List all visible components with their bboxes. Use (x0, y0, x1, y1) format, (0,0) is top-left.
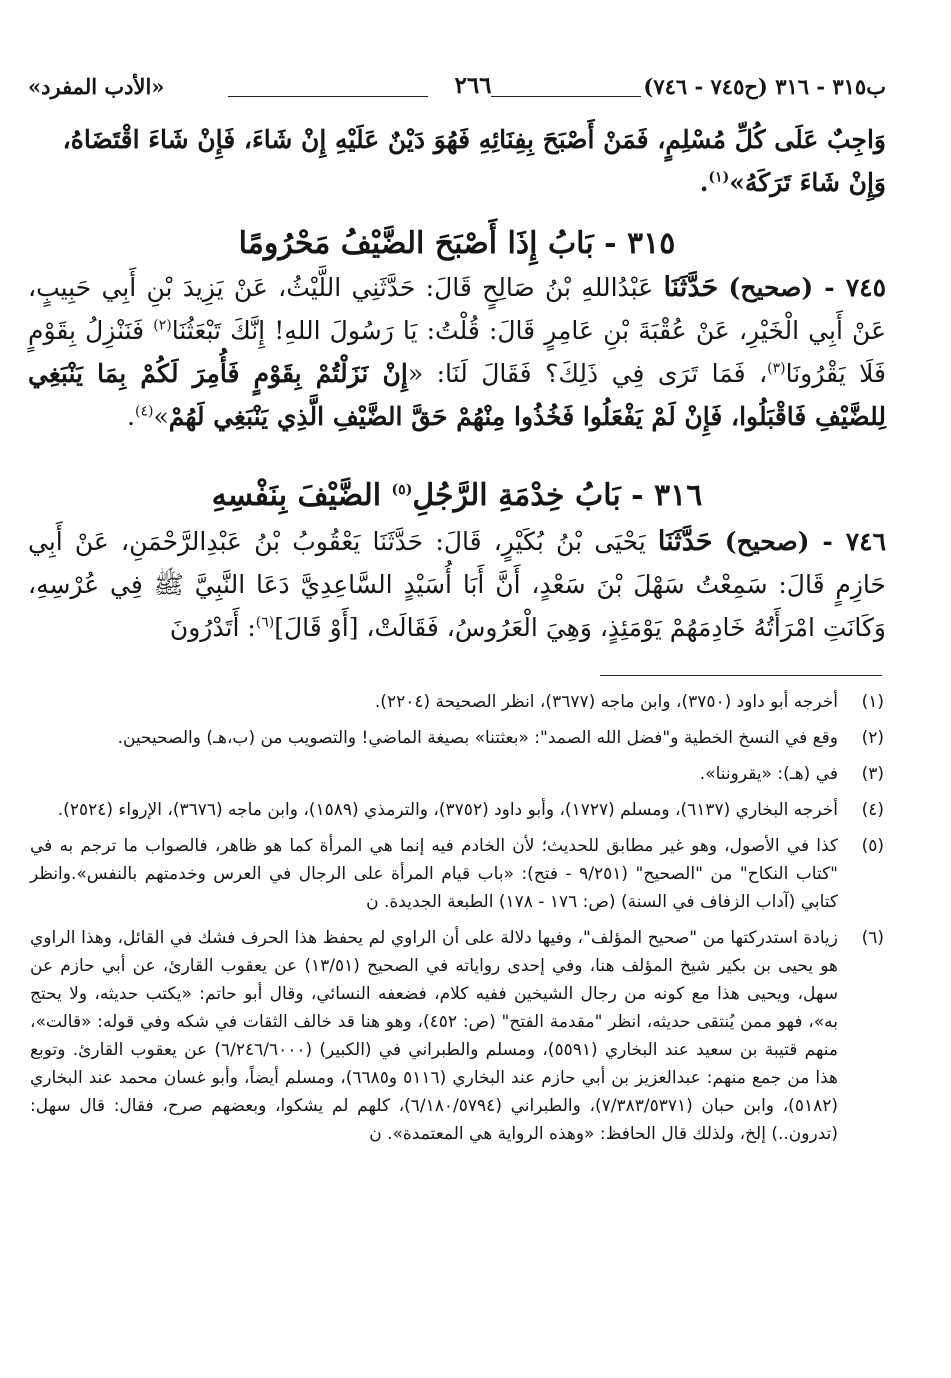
footnote-number: (٣) (861, 764, 884, 784)
section-heading-316 (28, 474, 886, 518)
footnote-number: (٤) (861, 800, 884, 820)
footnote-number: (٦) (861, 928, 884, 948)
hadith-745: ٧٤٥ - (صحيح) حَدَّثَنَا عَبْدُاللهِ بْنُ صَالِحٍ قَالَ: حَدَّثَنِي اللَّيْثُ، عَنْ يَزِيدَ بْنِ أَبِي حَبِيبٍ، عَنْ أَبِي الْخَيْرِ، عَنْ عُقْبَةَ بْنِ عَامِرٍ قَالَ: قُلْتُ: يَا رَسُولَ اللهِ! إِنَّكَ تَبْعَثُنَا$^{(٢)}$ فَنَنْزِلُ بِقَوْمٍ فَلَا يَقْرُونَا$^{(٣)}$، فَمَا تَرَى فِي ذَلِكَ؟ فَقَالَ لَنَا: «إِنْ نَزَلْتُمْ بِقَوْمٍ فَأُمِرَ لَكُمْ بِمَا يَنْبَغِي لِلضَّيْفِ فَاقْبَلُوا، فَإِنْ لَمْ يَفْعَلُوا فَخُذُوا مِنْهُمْ حَقَّ الضَّيْفِ الَّذِي يَنْبَغِي لَهُمْ»$^{(٤)}$. (28, 272, 887, 431)
footnote-text: كذا في الأصول، وهو غير مطابق للحديث؛ لأن الخادم فيه إنما هي المرأة كما هو ظاهر، فالصواب ما ترجم به في "كتاب النكاح" من "الصحيح" (٩/٢٥١ - فتح): «باب قيام المرأة على الرجال في العرس وخدمتهم بالنفس».وانظر كتابي (آداب الزفاف في السنة) (ص: ١٧٦ - ١٧٨) الطبعة الجديدة. ن (30, 836, 839, 912)
footnote-3 (30, 760, 884, 788)
footnote-6 (30, 924, 884, 1148)
footnote-number: (١) (861, 692, 884, 712)
intro-text (28, 118, 886, 204)
section-heading-316-a: ٣١٦ - بَابُ خِدْمَةِ الرَّجُلِ (412, 478, 703, 513)
footnote-5 (30, 832, 884, 916)
header-section-range: ب٣١٥ - ٣١٦ (ح٧٤٥ - ٧٤٦) (643, 74, 886, 99)
footnote-4 (30, 796, 884, 824)
haddathana-745: حَدَّثَنَا (663, 272, 719, 303)
intro-line-2-text: وَإِنْ شَاءَ تَرَكَهُ» (729, 168, 886, 197)
footnote-number: (٥) (861, 836, 884, 856)
intro-line-2: وَإِنْ شَاءَ تَرَكَهُ»$^{(١)}$. (699, 168, 886, 197)
footnote-ref-6[interactable]: (٦) (255, 614, 275, 631)
footnote-ref-4[interactable]: (٤) (134, 403, 154, 420)
footnote-ref-2[interactable]: (٢) (153, 317, 172, 334)
hadith-746-text-2: : أَتَدْرُونَ (169, 613, 256, 642)
footnote-2 (30, 724, 884, 752)
footnote-number: (٢) (861, 728, 884, 748)
intro-line-1: وَاجِبٌ عَلَى كُلِّ مُسْلِمٍ، فَمَنْ أَصْبَحَ بِفِنَائِهِ فَهُوَ دَيْنٌ عَلَيْهِ إِنْ شَاءَ، فَإِنْ شَاءَ اقْتَضَاهُ، (62, 125, 886, 154)
hadith-745-isnad: عَبْدُاللهِ بْنُ صَالِحٍ قَالَ: حَدَّثَنِي اللَّيْثُ، عَنْ يَزِيدَ بْنِ أَبِي حَبِيبٍ، عَنْ أَبِي الْخَيْرِ، عَنْ عُقْبَةَ بْنِ عَامِرٍ قَالَ: قُلْتُ: يَا رَسُولَ اللهِ! إِنَّكَ تَبْعَثُنَا (28, 273, 887, 345)
footnote-separator (600, 675, 882, 676)
running-header (28, 70, 886, 104)
hadith-number-745: ٧٤٥ - (صحيح) (728, 273, 887, 302)
section-heading-315: ٣١٥ - بَابُ إِذَا أَصْبَحَ الضَّيْفُ مَحْرُومًا (238, 226, 676, 261)
footnote-ref-3[interactable]: (٣) (767, 360, 786, 377)
hadith-746-text: يَحْيَى بْنُ بُكَيْرٍ، قَالَ: حَدَّثَنَا يَعْقُوبُ بْنُ عَبْدِالرَّحْمَنِ، عَنْ أَبِي حَازِمٍ قَالَ: سَمِعْتُ سَهْلَ بْنَ سَعْدٍ، أَنَّ أَبَا أُسَيْدٍ السَّاعِدِيَّ دَعَا النَّبِيَّ ﷺ فِي عُرْسِهِ، وَكَانَتِ امْرَأَتُهُ خَادِمَهُمْ يَوْمَئِذٍ، وَهِيَ الْعَرُوسُ، فَقَالَتْ، [أَوْ قَالَ] (28, 527, 886, 642)
hadith-number-746: ٧٤٦ - (صحيح) (724, 527, 887, 556)
footnote-ref-5[interactable]: (٥) (391, 482, 413, 498)
header-rule-left (228, 96, 428, 97)
hadith-745-text-2: فَنَنْزِلُ بِقَوْمٍ فَلَا يَقْرُونَا (28, 316, 886, 388)
footnote-text: وقع في النسخ الخطية و"فضل الله الصمد": «بعثتنا» بصيغة الماضي! والتصويب من (ب،هـ) والصحيحين. (117, 728, 838, 748)
footnote-1 (30, 688, 884, 716)
footnote-ref-1[interactable]: (١) (708, 169, 730, 186)
hadith-746 (28, 520, 886, 649)
footnote-text: زيادة استدركتها من "صحيح المؤلف"، وفيها دلالة على أن الراوي لم يحفظ هذا الحرف فشك في القائل، وهذا الراوي هو يحيى بن بكير شيخ المؤلف هنا، وفي إحدى رواياته في الصحيح (١٣/٥١) عن يعقوب القارئ، عن أبي حازم عن سهل، ويحيى هذا مع كونه من رجال الشيخين ففيه كلام، فضعفه النسائي، وقال أبو حاتم: «يكتب حديثه، ولا يحتج به»، فهو ممن يُنتقى حديثه، انظر "مقدمة الفتح" (ص: ٤٥٢)، وهو هنا قد خالف الثقات في شكه وفي قوله: «قالت»، منهم قتيبة بن سعيد عند البخاري (٥٥٩١)، ومسلم والطبراني في (الكبير) (٦/٢٤٦/٦٠٠٠) عن يعقوب القارئ. وتوبع هذا من جمع منهم: عبدالعزيز بن أبي حازم عند البخاري (٥١١٦ و٦٦٨٥)، ومسلم أيضاً، وأبو غسان محمد عند البخاري (٥١٨٢)، وابن حبان (٧/٣٨٣/٥٣٧١)، والطبراني (٦/١٨٠/٥٧٩٤)، كلهم لم يشكوا، وبعضهم صرح، فقال: قال سهل: (تدرون..) إلخ، ولذلك قال الحافظ: «وهذه الرواية هي المعتمدة». ن (30, 928, 838, 1144)
footnotes (30, 688, 884, 1148)
footnote-text: في (هـ): «يقروننا». (699, 764, 838, 784)
hadith-745-text-3: ، فَمَا تَرَى فِي ذَلِكَ؟ فَقَالَ لَنَا: « (407, 359, 768, 388)
header-rule-right (491, 96, 641, 97)
page-number: ٢٦٦ (454, 72, 492, 99)
haddathana-746: حَدَّثَنَا (657, 526, 713, 557)
header-book-title: «الأدب المفرد» (28, 74, 165, 99)
hadith-745-quote: إِنْ نَزَلْتُمْ بِقَوْمٍ فَأُمِرَ لَكُمْ بِمَا يَنْبَغِي لِلضَّيْفِ فَاقْبَلُوا، فَإِنْ لَمْ يَفْعَلُوا فَخُذُوا مِنْهُمْ حَقَّ الضَّيْفِ الَّذِي يَنْبَغِي لَهُمْ (28, 359, 886, 431)
footnote-text: أخرجه البخاري (٦١٣٧)، ومسلم (١٧٢٧)، وأبو داود (٣٧٥٢)، والترمذي (١٥٨٩)، وابن ماجه (٣٦٧٦)، الإرواء (٢٥٢٤). (57, 800, 838, 820)
section-heading-316-b: الضَّيْفَ بِنَفْسِهِ (211, 478, 382, 513)
footnote-text: أخرجه أبو داود (٣٧٥٠)، وابن ماجه (٣٦٧٧)، انظر الصحيحة (٢٢٠٤). (374, 692, 838, 712)
